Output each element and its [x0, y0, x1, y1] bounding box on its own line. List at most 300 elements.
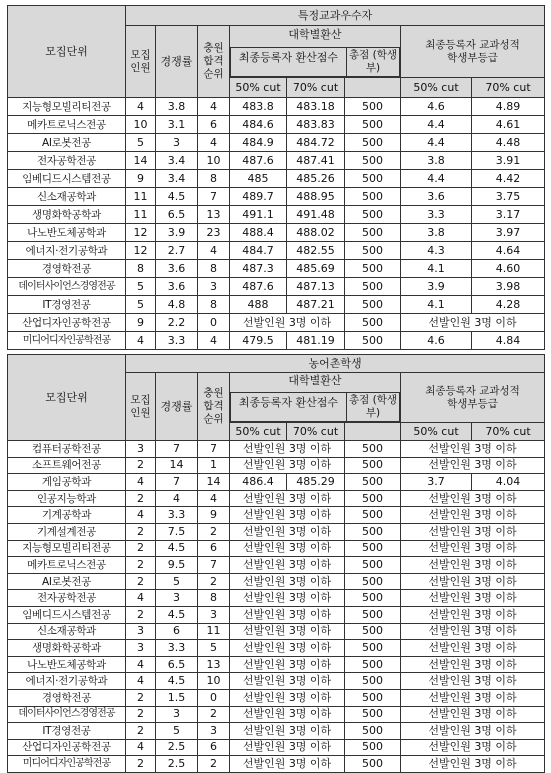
extra-cell: 8 — [198, 170, 230, 188]
grade-cut50-cell: 4.4 — [401, 116, 472, 134]
score-cut50-cell: 488.4 — [230, 224, 287, 242]
quota-cell: 2 — [126, 689, 156, 706]
unit-cell: 생명화학공학과 — [8, 640, 126, 657]
score-cut50-cell: 486.4 — [230, 474, 287, 491]
grade-cut70-cell: 4.84 — [472, 332, 545, 350]
score-cut70-cell: 485.29 — [287, 474, 345, 491]
final-reg-header: 최종등록자 환산점수 — [230, 392, 346, 422]
col-competition-header: 경쟁률 — [156, 373, 198, 441]
grade-cut70-cell: 4.60 — [472, 260, 545, 278]
score-merged-cell: 선발인원 3명 이하 — [230, 739, 345, 756]
grade-cut70-cell: 4.28 — [472, 296, 545, 314]
score-cut50-cell: 491.1 — [230, 206, 287, 224]
total-header: 총점 (학생부) — [346, 47, 400, 77]
competition-cell: 6 — [156, 623, 198, 640]
grade-merged-cell: 선발인원 3명 이하 — [401, 523, 545, 540]
unit-cell: 데이터사이언스경영전공 — [8, 706, 126, 723]
grade-cut70-cell: 4.61 — [472, 116, 545, 134]
grade-cut70-cell: 3.17 — [472, 206, 545, 224]
score-cut50-cell: 483.8 — [230, 98, 287, 116]
total-spacer — [345, 423, 401, 441]
quota-cell: 2 — [126, 606, 156, 623]
total-cell: 500 — [345, 224, 401, 242]
quota-cell: 11 — [126, 206, 156, 224]
score-cut50-cell: 489.7 — [230, 188, 287, 206]
total-cell: 500 — [345, 590, 401, 607]
total-cell: 500 — [345, 656, 401, 673]
score-merged-cell: 선발인원 3명 이하 — [230, 490, 345, 507]
extra-cell: 1 — [198, 457, 230, 474]
quota-cell: 2 — [126, 457, 156, 474]
score-cut70-cell: 485.69 — [287, 260, 345, 278]
total-cell: 500 — [345, 739, 401, 756]
col-unit-header: 모집단위 — [8, 6, 126, 98]
total-cell: 500 — [345, 474, 401, 491]
extra-cell: 6 — [198, 739, 230, 756]
score-cut70-cell: 483.18 — [287, 98, 345, 116]
competition-cell: 3 — [156, 590, 198, 607]
grade-merged-cell: 선발인원 3명 이하 — [401, 557, 545, 574]
total-cell: 500 — [345, 242, 401, 260]
total-cell: 500 — [345, 116, 401, 134]
competition-cell: 7 — [156, 441, 198, 458]
grade-cut50-cell: 4.4 — [401, 170, 472, 188]
grade-cut50-cell: 3.8 — [401, 224, 472, 242]
score-merged-cell: 선발인원 3명 이하 — [230, 756, 345, 773]
extra-cell: 4 — [198, 490, 230, 507]
grade-merged-cell: 선발인원 3명 이하 — [401, 457, 545, 474]
total-cell: 500 — [345, 278, 401, 296]
grade-cut70-cell: 4.89 — [472, 98, 545, 116]
total-cell: 500 — [345, 206, 401, 224]
table-row — [8, 278, 545, 296]
grade-cut70-cell: 4.64 — [472, 242, 545, 260]
total-header: 총점 (학생부) — [346, 392, 400, 422]
quota-cell: 2 — [126, 573, 156, 590]
score-cut70-cell: 481.19 — [287, 332, 345, 350]
grade-cut50-cell: 3.9 — [401, 278, 472, 296]
competition-cell: 6.5 — [156, 206, 198, 224]
table-row — [8, 98, 545, 116]
quota-cell: 8 — [126, 260, 156, 278]
score-cut70-cell: 488.95 — [287, 188, 345, 206]
extra-cell: 9 — [198, 507, 230, 524]
univ-score-header: 대학별환산 — [288, 28, 342, 41]
grade-cut70-cell: 3.98 — [472, 278, 545, 296]
table-row — [8, 152, 545, 170]
quota-cell: 14 — [126, 152, 156, 170]
unit-cell: AI로봇전공 — [8, 134, 126, 152]
total-cell: 500 — [345, 134, 401, 152]
extra-cell: 3 — [198, 606, 230, 623]
grade-cut50-cell: 4.4 — [401, 134, 472, 152]
cut70-header: 70% cut — [287, 423, 345, 441]
quota-cell: 9 — [126, 314, 156, 332]
grade-cut70-header: 70% cut — [472, 78, 545, 98]
unit-cell: 기계공학과 — [8, 507, 126, 524]
competition-cell: 1.5 — [156, 689, 198, 706]
competition-cell: 3.3 — [156, 332, 198, 350]
unit-cell: 생명화학공학과 — [8, 206, 126, 224]
quota-cell: 4 — [126, 474, 156, 491]
competition-cell: 4.5 — [156, 673, 198, 690]
unit-cell: 신소재공학과 — [8, 623, 126, 640]
grade-cut50-cell: 3.7 — [401, 474, 472, 491]
extra-cell: 7 — [198, 557, 230, 574]
grade-merged-cell: 선발인원 3명 이하 — [401, 606, 545, 623]
extra-cell: 7 — [198, 188, 230, 206]
unit-cell: 인공지능학과 — [8, 490, 126, 507]
score-cut50-cell: 484.9 — [230, 134, 287, 152]
grade-header: 최종등록자 교과성적 학생부등급 — [401, 26, 545, 78]
total-cell: 500 — [345, 188, 401, 206]
competition-cell: 3.4 — [156, 152, 198, 170]
grade-cut70-cell: 4.42 — [472, 170, 545, 188]
table-row — [8, 490, 545, 507]
grade-cut50-cell: 3.6 — [401, 188, 472, 206]
score-cut70-cell: 487.21 — [287, 296, 345, 314]
quota-cell: 2 — [126, 706, 156, 723]
total-cell: 500 — [345, 457, 401, 474]
rural-student-table — [7, 354, 545, 773]
group-title: 특정교과우수자 — [126, 6, 545, 26]
total-cell: 500 — [345, 441, 401, 458]
quota-cell: 2 — [126, 490, 156, 507]
extra-cell: 11 — [198, 623, 230, 640]
table-row — [8, 188, 545, 206]
total-spacer — [345, 78, 401, 98]
quota-cell: 4 — [126, 656, 156, 673]
competition-cell: 2.2 — [156, 314, 198, 332]
competition-cell: 3 — [156, 134, 198, 152]
extra-cell: 4 — [198, 242, 230, 260]
quota-cell: 3 — [126, 623, 156, 640]
quota-cell: 4 — [126, 739, 156, 756]
extra-cell: 4 — [198, 332, 230, 350]
extra-cell: 8 — [198, 260, 230, 278]
extra-cell: 3 — [198, 278, 230, 296]
score-cut70-cell: 484.72 — [287, 134, 345, 152]
unit-cell: 임베디드시스템전공 — [8, 606, 126, 623]
group-title: 농어촌학생 — [126, 355, 545, 373]
total-cell: 500 — [345, 523, 401, 540]
score-cut50-cell: 488 — [230, 296, 287, 314]
grade-header: 최종등록자 교과성적 학생부등급 — [401, 373, 545, 423]
competition-cell: 7.5 — [156, 523, 198, 540]
col-competition-header: 경쟁률 — [156, 26, 198, 98]
extra-cell: 4 — [198, 134, 230, 152]
score-cut50-cell: 484.6 — [230, 116, 287, 134]
unit-cell: 전자공학전공 — [8, 590, 126, 607]
quota-cell: 9 — [126, 170, 156, 188]
unit-cell: 산업디자인공학전공 — [8, 314, 126, 332]
quota-cell: 2 — [126, 756, 156, 773]
extra-cell: 10 — [198, 152, 230, 170]
extra-cell: 2 — [198, 756, 230, 773]
table-row — [8, 540, 545, 557]
unit-cell: 지능형모빌리티전공 — [8, 540, 126, 557]
grade-merged-cell: 선발인원 3명 이하 — [401, 706, 545, 723]
col-extra-header: 충원 합격 순위 — [198, 373, 230, 441]
univ-score-group — [230, 373, 401, 423]
extra-cell: 8 — [198, 296, 230, 314]
grade-merged-cell: 선발인원 3명 이하 — [401, 490, 545, 507]
grade-cut50-cell: 4.1 — [401, 296, 472, 314]
unit-cell: 소프트웨어전공 — [8, 457, 126, 474]
unit-cell: 미디어디자인공학전공 — [8, 756, 126, 773]
unit-cell: 경영학전공 — [8, 689, 126, 706]
extra-cell: 5 — [198, 640, 230, 657]
extra-cell: 8 — [198, 590, 230, 607]
unit-cell: 메카트로닉스전공 — [8, 116, 126, 134]
total-cell: 500 — [345, 507, 401, 524]
quota-cell: 4 — [126, 98, 156, 116]
score-merged-cell: 선발인원 3명 이하 — [230, 590, 345, 607]
quota-cell: 2 — [126, 523, 156, 540]
grade-cut70-header: 70% cut — [472, 423, 545, 441]
extra-cell: 14 — [198, 474, 230, 491]
score-merged-cell: 선발인원 3명 이하 — [230, 540, 345, 557]
table-row — [8, 314, 545, 332]
score-merged-cell: 선발인원 3명 이하 — [230, 606, 345, 623]
total-cell: 500 — [345, 314, 401, 332]
unit-cell: 메카트로닉스전공 — [8, 557, 126, 574]
extra-cell: 13 — [198, 656, 230, 673]
table-row — [8, 170, 545, 188]
unit-cell: 에너지·전기공학과 — [8, 673, 126, 690]
grade-merged-cell: 선발인원 3명 이하 — [401, 640, 545, 657]
total-cell: 500 — [345, 296, 401, 314]
competition-cell: 3.6 — [156, 278, 198, 296]
score-cut50-cell: 485 — [230, 170, 287, 188]
competition-cell: 3.8 — [156, 98, 198, 116]
total-cell: 500 — [345, 573, 401, 590]
total-cell: 500 — [345, 756, 401, 773]
unit-cell: 게임공학과 — [8, 474, 126, 491]
score-cut70-cell: 487.13 — [287, 278, 345, 296]
grade-merged-cell: 선발인원 3명 이하 — [401, 540, 545, 557]
grade-merged-cell: 선발인원 3명 이하 — [401, 673, 545, 690]
special-subject-table — [7, 5, 545, 350]
score-merged-cell: 선발인원 3명 이하 — [230, 706, 345, 723]
score-merged-cell: 선발인원 3명 이하 — [230, 723, 345, 740]
quota-cell: 4 — [126, 332, 156, 350]
competition-cell: 3.4 — [156, 170, 198, 188]
score-merged-cell: 선발인원 3명 이하 — [230, 640, 345, 657]
col-extra-header: 충원 합격 순위 — [198, 26, 230, 98]
extra-cell: 23 — [198, 224, 230, 242]
grade-merged-cell: 선발인원 3명 이하 — [401, 656, 545, 673]
total-cell: 500 — [345, 689, 401, 706]
competition-cell: 3.3 — [156, 640, 198, 657]
quota-cell: 2 — [126, 723, 156, 740]
quota-cell: 12 — [126, 242, 156, 260]
unit-cell: 신소재공학과 — [8, 188, 126, 206]
competition-cell: 7 — [156, 474, 198, 491]
total-cell: 500 — [345, 557, 401, 574]
table-row — [8, 557, 545, 574]
table-row — [8, 332, 545, 350]
score-merged-cell: 선발인원 3명 이하 — [230, 557, 345, 574]
total-cell: 500 — [345, 540, 401, 557]
table-row — [8, 134, 545, 152]
grade-cut50-header: 50% cut — [401, 78, 472, 98]
grade-cut50-cell: 4.6 — [401, 98, 472, 116]
cut50-header: 50% cut — [230, 78, 287, 98]
competition-cell: 5 — [156, 723, 198, 740]
cut50-header: 50% cut — [230, 423, 287, 441]
score-merged-cell: 선발인원 3명 이하 — [230, 689, 345, 706]
extra-cell: 6 — [198, 540, 230, 557]
quota-cell: 11 — [126, 188, 156, 206]
unit-cell: 산업디자인공학전공 — [8, 739, 126, 756]
total-cell: 500 — [345, 606, 401, 623]
score-cut50-cell: 487.6 — [230, 278, 287, 296]
competition-cell: 2.5 — [156, 756, 198, 773]
competition-cell: 3.1 — [156, 116, 198, 134]
extra-cell: 4 — [198, 98, 230, 116]
competition-cell: 6.5 — [156, 656, 198, 673]
grade-cut70-cell: 4.48 — [472, 134, 545, 152]
quota-cell: 5 — [126, 134, 156, 152]
competition-cell: 4.5 — [156, 188, 198, 206]
quota-cell: 3 — [126, 640, 156, 657]
competition-cell: 4 — [156, 490, 198, 507]
extra-cell: 13 — [198, 206, 230, 224]
grade-merged-cell: 선발인원 3명 이하 — [401, 590, 545, 607]
score-cut50-cell: 487.3 — [230, 260, 287, 278]
total-cell: 500 — [345, 152, 401, 170]
score-merged-cell: 선발인원 3명 이하 — [230, 656, 345, 673]
unit-cell: 데이터사이언스경영전공 — [8, 278, 126, 296]
table-row — [8, 441, 545, 458]
unit-cell: 나노반도체공학과 — [8, 224, 126, 242]
score-merged-cell: 선발인원 3명 이하 — [230, 314, 345, 332]
score-merged-cell: 선발인원 3명 이하 — [230, 507, 345, 524]
extra-cell: 2 — [198, 573, 230, 590]
score-merged-cell: 선발인원 3명 이하 — [230, 523, 345, 540]
table-row — [8, 507, 545, 524]
unit-cell: 임베디드시스템전공 — [8, 170, 126, 188]
grade-cut50-cell: 3.8 — [401, 152, 472, 170]
score-cut50-cell: 479.5 — [230, 332, 287, 350]
table-row — [8, 457, 545, 474]
table-row — [8, 296, 545, 314]
grade-cut50-cell: 4.3 — [401, 242, 472, 260]
grade-cut50-cell: 4.1 — [401, 260, 472, 278]
competition-cell: 2.7 — [156, 242, 198, 260]
total-cell: 500 — [345, 260, 401, 278]
quota-cell: 2 — [126, 540, 156, 557]
table-row — [8, 689, 545, 706]
unit-cell: 지능형모빌리티전공 — [8, 98, 126, 116]
unit-cell: 미디어디자인공학전공 — [8, 332, 126, 350]
table-row — [8, 623, 545, 640]
grade-merged-cell: 선발인원 3명 이하 — [401, 756, 545, 773]
unit-cell: IT경영전공 — [8, 296, 126, 314]
quota-cell: 12 — [126, 224, 156, 242]
table-row — [8, 606, 545, 623]
competition-cell: 14 — [156, 457, 198, 474]
score-merged-cell: 선발인원 3명 이하 — [230, 623, 345, 640]
quota-cell: 3 — [126, 441, 156, 458]
unit-cell: 전자공학전공 — [8, 152, 126, 170]
grade-cut50-header: 50% cut — [401, 423, 472, 441]
competition-cell: 9.5 — [156, 557, 198, 574]
competition-cell: 3.6 — [156, 260, 198, 278]
quota-cell: 4 — [126, 590, 156, 607]
total-cell: 500 — [345, 673, 401, 690]
final-reg-header: 최종등록자 환산점수 — [230, 47, 346, 77]
extra-cell: 0 — [198, 314, 230, 332]
score-cut50-cell: 484.7 — [230, 242, 287, 260]
grade-merged-cell: 선발인원 3명 이하 — [401, 739, 545, 756]
grade-cut70-cell: 3.97 — [472, 224, 545, 242]
extra-cell: 2 — [198, 523, 230, 540]
competition-cell: 3 — [156, 706, 198, 723]
col-unit-header: 모집단위 — [8, 355, 126, 441]
score-cut70-cell: 487.41 — [287, 152, 345, 170]
quota-cell: 4 — [126, 673, 156, 690]
table-row — [8, 590, 545, 607]
table-row — [8, 723, 545, 740]
total-cell: 500 — [345, 170, 401, 188]
competition-cell: 4.8 — [156, 296, 198, 314]
unit-cell: 기계설계전공 — [8, 523, 126, 540]
table-row — [8, 640, 545, 657]
extra-cell: 7 — [198, 441, 230, 458]
unit-cell: AI로봇전공 — [8, 573, 126, 590]
cut70-header: 70% cut — [287, 78, 345, 98]
score-cut70-cell: 482.55 — [287, 242, 345, 260]
competition-cell: 3.3 — [156, 507, 198, 524]
table-row — [8, 206, 545, 224]
table-row — [8, 260, 545, 278]
score-merged-cell: 선발인원 3명 이하 — [230, 441, 345, 458]
grade-merged-cell: 선발인원 3명 이하 — [401, 314, 545, 332]
univ-score-header: 대학별환산 — [288, 374, 342, 387]
total-cell: 500 — [345, 332, 401, 350]
quota-cell: 4 — [126, 507, 156, 524]
score-cut50-cell: 487.6 — [230, 152, 287, 170]
total-cell: 500 — [345, 623, 401, 640]
score-cut70-cell: 485.26 — [287, 170, 345, 188]
table-row — [8, 242, 545, 260]
extra-cell: 2 — [198, 706, 230, 723]
grade-merged-cell: 선발인원 3명 이하 — [401, 723, 545, 740]
competition-cell: 3.9 — [156, 224, 198, 242]
table-row — [8, 706, 545, 723]
total-cell: 500 — [345, 706, 401, 723]
competition-cell: 4.5 — [156, 540, 198, 557]
grade-cut50-cell: 3.3 — [401, 206, 472, 224]
grade-merged-cell: 선발인원 3명 이하 — [401, 573, 545, 590]
extra-cell: 6 — [198, 116, 230, 134]
table-row — [8, 116, 545, 134]
col-quota-header: 모집 인원 — [126, 373, 156, 441]
quota-cell: 10 — [126, 116, 156, 134]
unit-cell: 컴퓨터공학전공 — [8, 441, 126, 458]
extra-cell: 10 — [198, 673, 230, 690]
grade-merged-cell: 선발인원 3명 이하 — [401, 507, 545, 524]
table-row — [8, 756, 545, 773]
table-row — [8, 673, 545, 690]
unit-cell: IT경영전공 — [8, 723, 126, 740]
grade-cut70-cell: 3.91 — [472, 152, 545, 170]
grade-merged-cell: 선발인원 3명 이하 — [401, 623, 545, 640]
competition-cell: 5 — [156, 573, 198, 590]
total-cell: 500 — [345, 640, 401, 657]
